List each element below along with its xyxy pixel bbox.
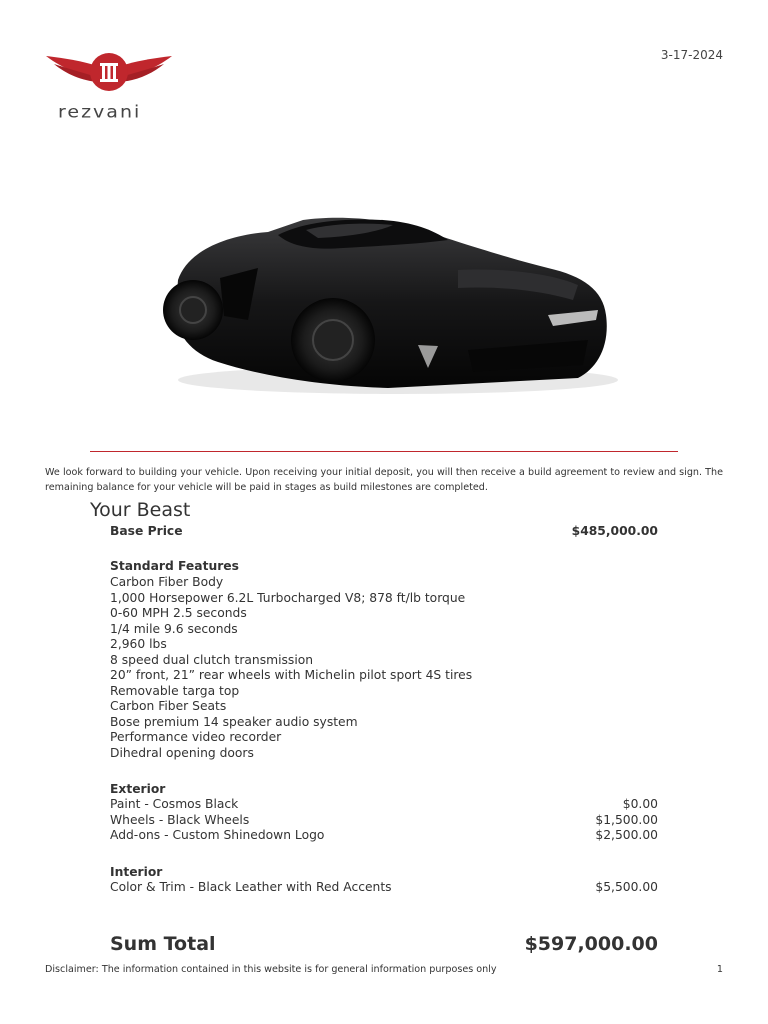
line-item-amount: $0.00: [622, 797, 658, 811]
section-title: Your Beast: [90, 499, 191, 521]
list-item: 1,000 Horsepower 6.2L Turbocharged V8; 878 ft/lb torque: [110, 590, 466, 605]
list-item: Dihedral opening doors: [110, 745, 254, 760]
base-price-label: Base Price: [110, 524, 183, 538]
list-item: 20” front, 21” rear wheels with Michelin pilot sport 4S tires: [110, 668, 473, 682]
document-date: 3-17-2024: [660, 48, 723, 62]
list-item: Performance video recorder: [110, 730, 282, 744]
line-item-label: Paint - Cosmos Black: [110, 797, 239, 811]
line-item-amount: $2,500.00: [595, 828, 658, 842]
list-item: Removable targa top: [110, 683, 240, 698]
list-item: 0-60 MPH 2.5 seconds: [110, 606, 247, 620]
brand-name: rezvani: [58, 102, 142, 122]
car-image: [128, 140, 640, 440]
sum-total-amount: $597,000.00: [524, 933, 658, 955]
line-item-label: Add-ons - Custom Shinedown Logo: [110, 828, 325, 842]
page-number: 1: [716, 964, 723, 975]
line-item-label: Color & Trim - Black Leather with Red Accents: [110, 880, 392, 894]
line-item-amount: $5,500.00: [595, 880, 658, 894]
list-item: 8 speed dual clutch transmission: [110, 652, 314, 667]
list-item: Bose premium 14 speaker audio system: [110, 714, 358, 729]
line-item-amount: $1,500.00: [595, 813, 658, 827]
disclaimer: Disclaimer: The information contained in this website is for general information purposes only: [45, 964, 497, 975]
list-item: Carbon Fiber Seats: [110, 699, 227, 713]
divider: [90, 451, 678, 452]
list-item: 2,960 lbs: [110, 637, 167, 651]
line-item-label: Wheels - Black Wheels: [110, 813, 250, 827]
list-item: 1/4 mile 9.6 seconds: [110, 621, 238, 636]
intro-paragraph: We look forward to building your vehicle. Upon receiving your initial deposit, you will then receive a build agreement to review and sign. The remaining balance for your vehicle will be paid in stages as build milestones are completed.: [45, 467, 723, 493]
standard-features-list: [110, 575, 472, 761]
sum-total-label: Sum Total: [110, 933, 216, 955]
base-price-amount: $485,000.00: [571, 524, 658, 538]
list-item: Carbon Fiber Body: [110, 575, 224, 589]
